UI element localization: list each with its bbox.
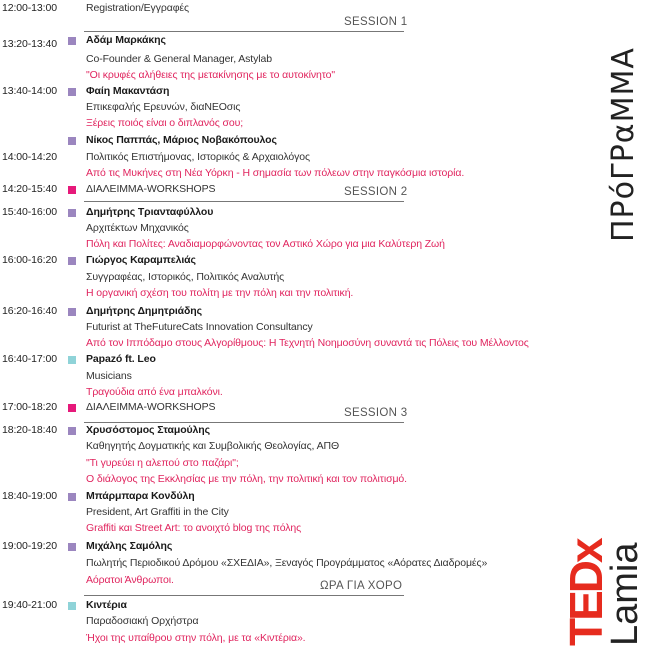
time-slot: 13:40-14:00: [2, 85, 57, 97]
category-marker-icon: [68, 37, 76, 45]
time-slot: 14:20-15:40: [2, 183, 57, 195]
speaker-role: Καθηγητής Δογματικής και Συμβολικής Θεολογίας, ΑΠΘ: [86, 440, 340, 452]
speaker-role: Futurist at TheFutureCats Innovation Consultancy: [86, 321, 313, 333]
time-slot: 16:20-16:40: [2, 305, 57, 317]
talk-title: Από τον Ιππόδαμο στους Αλγορίθμους: Η Τεχνητή Νοημοσύνη συναντά τις Πόλεις του Μέλλοντος: [86, 337, 529, 349]
speaker-role: Co-Founder & General Manager, Astylab: [86, 53, 272, 65]
session-divider: [84, 201, 404, 202]
category-marker-icon: [68, 186, 76, 194]
category-marker-icon: [68, 88, 76, 96]
category-marker-icon: [68, 209, 76, 217]
time-slot: 16:40-17:00: [2, 353, 57, 365]
speaker-role: Αρχιτέκτων Μηχανικός: [86, 222, 189, 234]
session-divider: [84, 422, 404, 423]
speaker-name: Κιντέρια: [86, 599, 127, 611]
time-slot: 13:20-13:40: [2, 38, 57, 50]
program-title: ΠΡόΓΡαΜΜΑ: [606, 47, 641, 242]
speaker-name: Δημήτρης Τριανταφύλλου: [86, 206, 214, 218]
session-heading: ΩΡΑ ΓΙΑ ΧΟΡΟ: [320, 580, 403, 592]
speaker-name: Χρυσόστομος Σταμούλης: [86, 424, 210, 436]
category-marker-icon: [68, 602, 76, 610]
time-slot: 16:00-16:20: [2, 254, 57, 266]
speaker-name: Νίκος Παππάς, Μάριος Νοβακόπουλος: [86, 134, 277, 146]
tedx-wordmark: TEDx: [560, 540, 612, 646]
speaker-role: Πωλητής Περιοδικού Δρόμου «ΣΧΕΔΙΑ», Ξεναγός Προγράμματος «Αόρατες Διαδρομές»: [86, 557, 488, 569]
time-slot: 17:00-18:20: [2, 401, 57, 413]
talk-title: Από τις Μυκήνες στη Νέα Υόρκη - Η σημασία των πόλεων στην παγκόσμια ιστορία.: [86, 167, 465, 179]
talk-title: Τραγούδια από ένα μπαλκόνι.: [86, 386, 223, 398]
category-marker-icon: [68, 493, 76, 501]
time-slot: 19:00-19:20: [2, 540, 57, 552]
speaker-name: Papazó ft. Leo: [86, 353, 156, 365]
time-slot: 18:20-18:40: [2, 424, 57, 436]
session-heading: SESSION 3: [344, 407, 408, 419]
category-marker-icon: [68, 543, 76, 551]
talk-title: Ήχοι της υπαίθρου στην πόλη, με τα «Κιντέρια».: [86, 632, 306, 644]
speaker-role: Επικεφαλής Ερευνών, διαΝΕΟσις: [86, 101, 241, 113]
talk-title: Πόλη και Πολίτες: Αναδιαμορφώνοντας τον Αστικό Χώρο για μια Καλύτερη Ζωή: [86, 238, 445, 250]
speaker-role: Συγγραφέας, Ιστορικός, Πολιτικός Αναλυτής: [86, 271, 285, 283]
time-slot: 19:40-21:00: [2, 599, 57, 611]
speaker-role: ΔΙΑΛΕΙΜΜΑ-WORKSHOPS: [86, 401, 216, 413]
category-marker-icon: [68, 137, 76, 145]
speaker-name: Φαίη Μακαντάση: [86, 85, 170, 97]
category-marker-icon: [68, 356, 76, 364]
category-marker-icon: [68, 427, 76, 435]
time-slot: 12:00-13:00: [2, 2, 57, 14]
speaker-role: Musicians: [86, 370, 132, 382]
talk-title: "Οι κρυφές αλήθειες της μετακίνησης με το αυτοκίνητο": [86, 69, 335, 81]
time-slot: 15:40-16:00: [2, 206, 57, 218]
speaker-name: Δημήτρης Δημητριάδης: [86, 305, 202, 317]
session-divider: [84, 31, 404, 32]
speaker-name: Μπάρμπαρα Κονδύλη: [86, 490, 195, 502]
speaker-role: Παραδοσιακή Ορχήστρα: [86, 615, 199, 627]
category-marker-icon: [68, 257, 76, 265]
time-slot: 14:00-14:20: [2, 151, 57, 163]
speaker-role: Registration/Εγγραφές: [86, 2, 189, 14]
session-heading: SESSION 1: [344, 16, 408, 28]
speaker-role: President, Art Graffiti in the City: [86, 506, 229, 518]
talk-title: Graffiti και Street Art: το ανοιχτό blog της πόλης: [86, 522, 302, 534]
category-marker-icon: [68, 404, 76, 412]
speaker-name: Μιχάλης Σαμόλης: [86, 540, 173, 552]
session-divider: [84, 595, 404, 596]
talk-title: "Τι γυρεύει η αλεπού στο παζάρι";: [86, 457, 239, 469]
talk-title: Ξέρεις ποιός είναι ο διπλανός σου;: [86, 117, 244, 129]
city-name: Lamia: [604, 542, 646, 646]
session-heading: SESSION 2: [344, 186, 408, 198]
category-marker-icon: [68, 308, 76, 316]
talk-title: Ο διάλογος της Εκκλησίας με την πόλη, την πολιτική και τον πολιτισμό.: [86, 473, 407, 485]
time-slot: 18:40-19:00: [2, 490, 57, 502]
speaker-name: Αδάμ Μαρκάκης: [86, 34, 166, 46]
talk-title: Αόρατοι Άνθρωποι.: [86, 574, 174, 586]
speaker-name: Γιώργος Καραμπελιάς: [86, 254, 196, 266]
talk-title: Η οργανική σχέση του πολίτη με την πόλη και την πολιτική.: [86, 287, 354, 299]
speaker-role: Πολιτικός Επιστήμονας, Ιστορικός & Αρχαιολόγος: [86, 151, 310, 163]
tedx-lamia-logo: [560, 500, 646, 646]
speaker-role: ΔΙΑΛΕΙΜΜΑ-WORKSHOPS: [86, 183, 216, 195]
